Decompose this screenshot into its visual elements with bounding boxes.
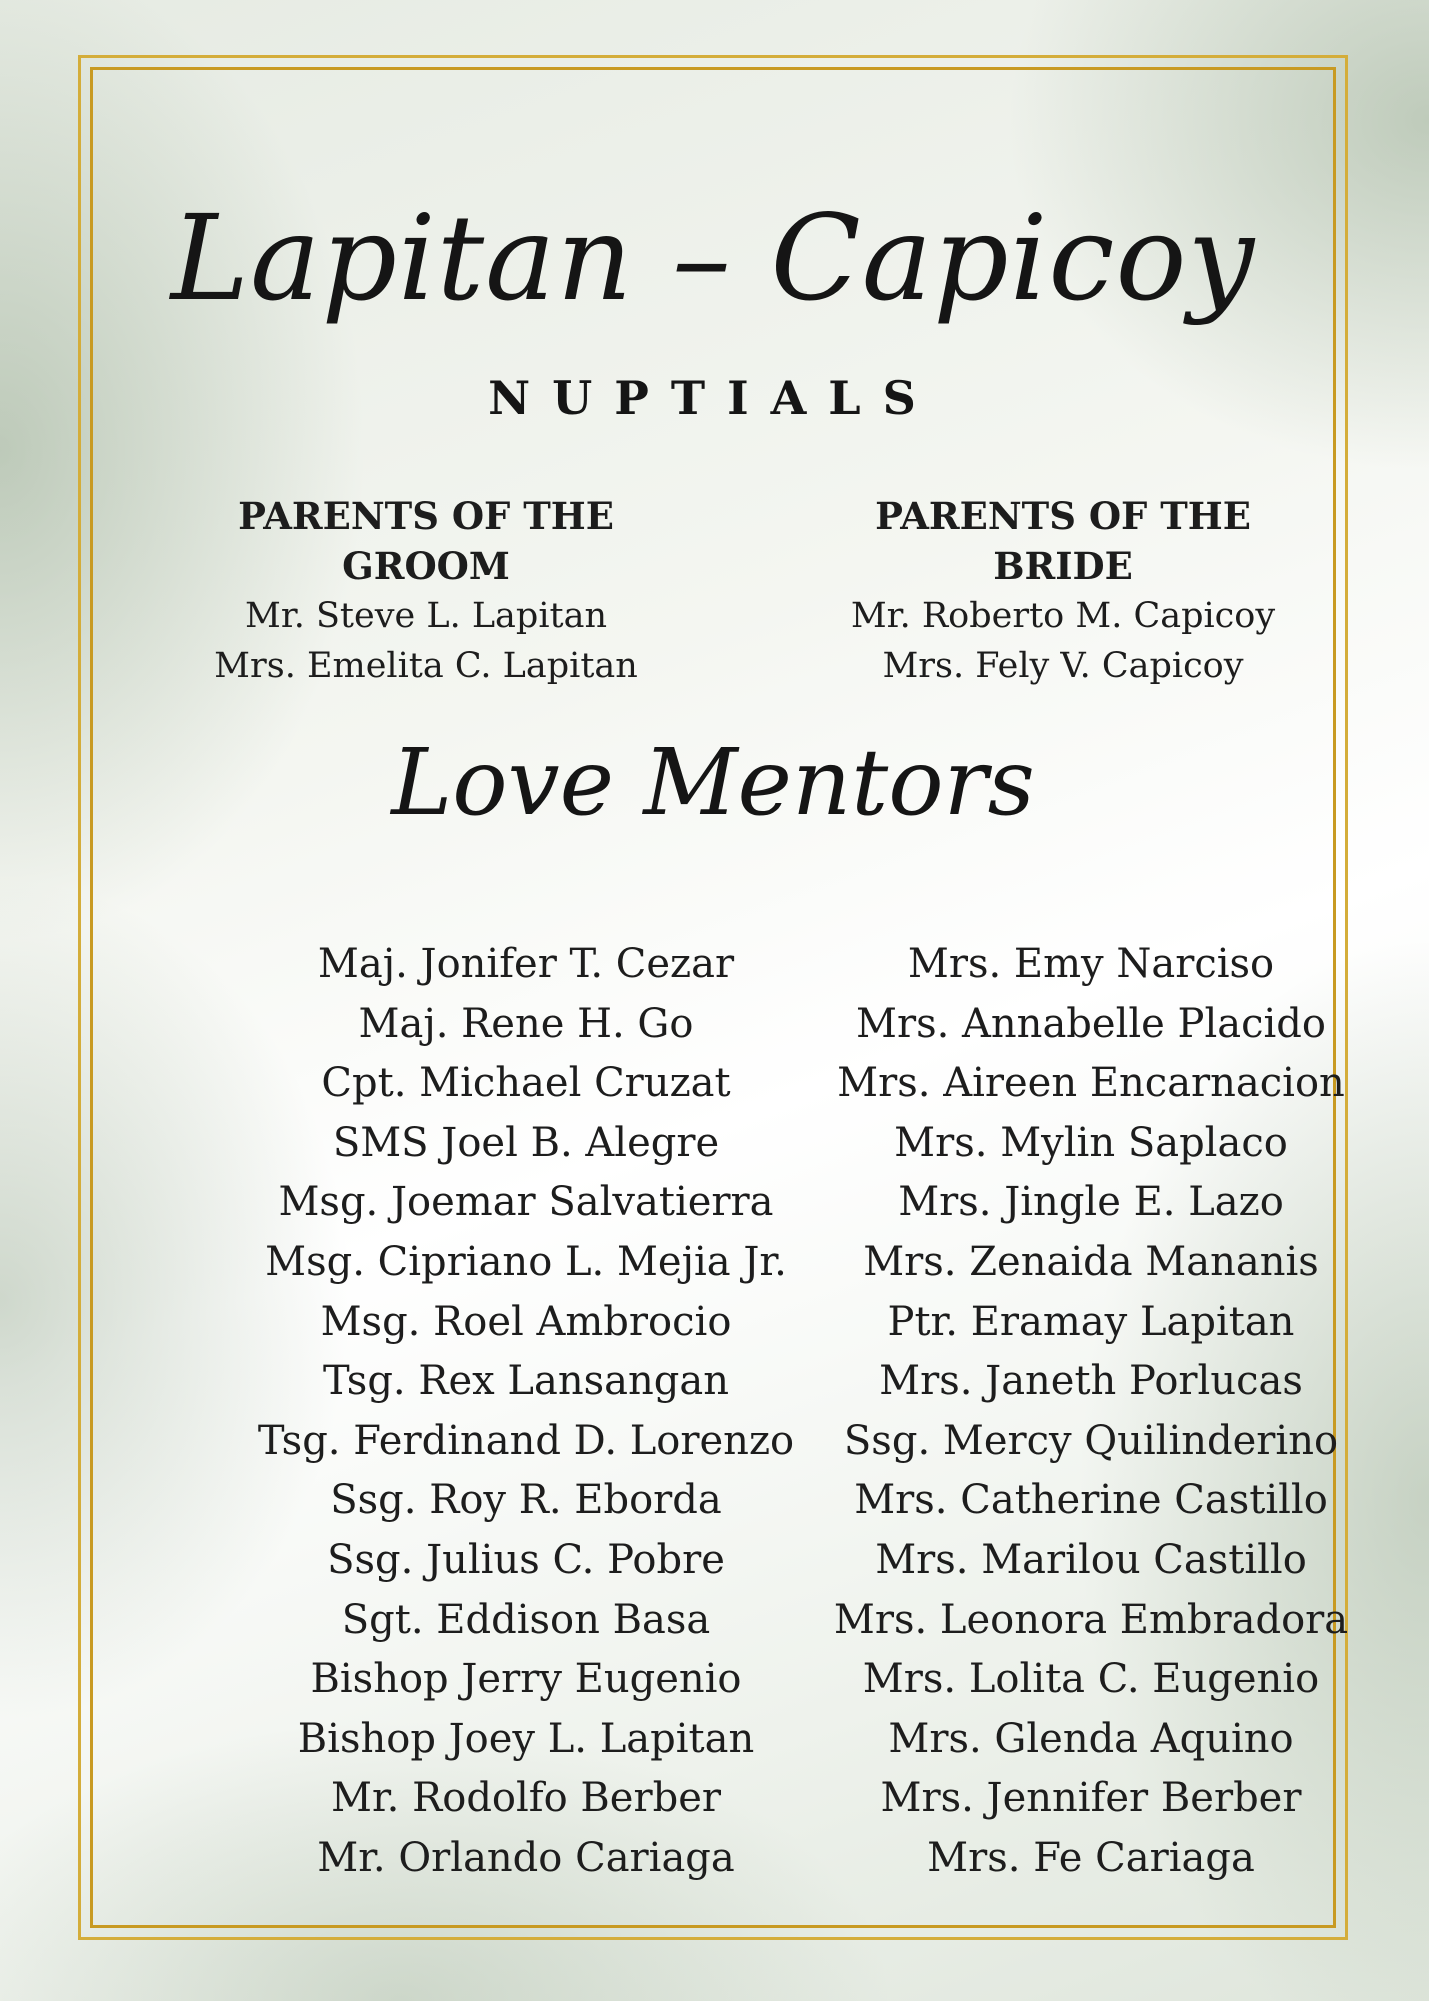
mentor-name: Ssg. Roy R. Eborda: [330, 1477, 722, 1524]
mentor-name: Mrs. Glenda Aquino: [888, 1715, 1294, 1762]
mentor-name: Mrs. Leonora Embradora: [833, 1596, 1349, 1643]
nuptials-subtitle: NUPTIALS: [488, 371, 938, 425]
mentor-name: Sgt. Eddison Basa: [341, 1596, 711, 1643]
groom-parents-block: [176, 491, 676, 691]
mentor-name: Ptr. Eramay Lapitan: [887, 1298, 1295, 1345]
mentor-name: Mrs. Marilou Castillo: [875, 1536, 1307, 1583]
mentor-name: Mrs. Mylin Saplaco: [894, 1119, 1288, 1166]
mentor-name: Mrs. Jingle E. Lazo: [898, 1179, 1284, 1226]
mentor-name: Tsg. Ferdinand D. Lorenzo: [257, 1417, 795, 1464]
bride-father: Mr. Roberto M. Capicoy: [850, 596, 1276, 636]
mentor-name: Mr. Orlando Cariaga: [317, 1834, 735, 1881]
mentor-name: Mrs. Annabelle Placido: [856, 1000, 1326, 1047]
mentor-name: Bishop Jerry Eugenio: [310, 1656, 742, 1703]
groom-father: Mr. Steve L. Lapitan: [244, 596, 607, 636]
mentor-name: Mrs. Fe Cariaga: [927, 1834, 1255, 1881]
mentor-name: Tsg. Rex Lansangan: [323, 1358, 729, 1405]
mentor-name: Ssg. Julius C. Pobre: [327, 1536, 725, 1583]
mentor-name: Maj. Jonifer T. Cezar: [317, 941, 735, 987]
mentor-name: Mrs. Zenaida Mananis: [863, 1238, 1319, 1285]
love-mentors-title: Love Mentors: [391, 729, 1035, 836]
mentor-name: Msg. Joemar Salvatierra: [278, 1179, 774, 1226]
bride-mother: Mrs. Fely V. Capicoy: [882, 646, 1244, 686]
mentor-name: Mrs. Jennifer Berber: [880, 1775, 1302, 1822]
mentor-name: Mrs. Lolita C. Eugenio: [862, 1656, 1320, 1703]
groom-parents-heading: PARENTS OF THE GROOM: [238, 494, 614, 588]
couple-title: Lapitan – Capicoy: [170, 189, 1256, 327]
mentor-name: Mrs. Emy Narciso: [907, 941, 1275, 987]
mentors-right-column: [811, 935, 1371, 1889]
mentors-left-column: [246, 935, 806, 1889]
mentor-name: Mrs. Catherine Castillo: [854, 1477, 1328, 1524]
bride-parents-heading: PARENTS OF THE BRIDE: [875, 494, 1251, 588]
mentor-name: Maj. Rene H. Go: [358, 1000, 694, 1047]
groom-mother: Mrs. Emelita C. Lapitan: [214, 646, 638, 686]
mentor-name: Mrs. Aireen Encarnacion: [837, 1060, 1345, 1107]
mentor-name: Mr. Rodolfo Berber: [331, 1775, 721, 1822]
mentor-name: Ssg. Mercy Quilinderino: [843, 1417, 1339, 1464]
mentor-name: Msg. Cipriano L. Mejia Jr.: [265, 1238, 787, 1285]
mentor-name: Cpt. Michael Cruzat: [321, 1060, 731, 1107]
mentor-name: Msg. Roel Ambrocio: [320, 1298, 732, 1345]
mentor-name: Bishop Joey L. Lapitan: [297, 1715, 755, 1762]
bride-parents-block: [813, 491, 1313, 691]
mentor-name: Mrs. Janeth Porlucas: [879, 1358, 1303, 1405]
mentor-name: SMS Joel B. Alegre: [332, 1119, 720, 1166]
program-card: [96, 73, 1349, 1922]
